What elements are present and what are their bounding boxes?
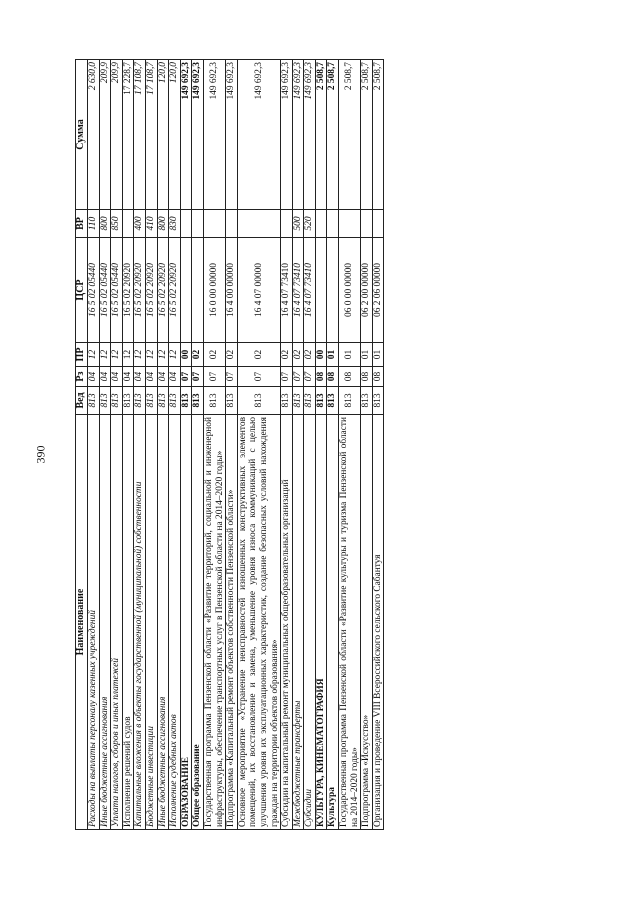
cell-sum: 2 508,7 xyxy=(339,60,361,210)
cell-sum: 120,0 xyxy=(157,60,169,210)
cell-rz: 07 xyxy=(304,367,316,387)
cell-name: Субсидии на капитальный ремонт муниципальных общеобразовательных организаций xyxy=(281,415,293,830)
cell-csr: 16 4 07 73410 xyxy=(281,238,293,343)
cell-vr: 410 xyxy=(145,210,157,238)
cell-ved: 813 xyxy=(88,387,100,415)
cell-sum: 149 692,3 xyxy=(281,60,293,210)
header-rz: Рз xyxy=(76,367,88,387)
cell-name: Подпрограмма «Капитальный ремонт объектов собственности Пензенской области» xyxy=(226,415,238,830)
cell-name: Исполнение судебных актов xyxy=(169,415,181,830)
cell-rz: 08 xyxy=(372,367,384,387)
cell-sum: 17 108,7 xyxy=(134,60,146,210)
cell-sum: 2 508,7 xyxy=(361,60,373,210)
cell-rz: 07 xyxy=(281,367,293,387)
cell-csr: 06 2 06 00000 xyxy=(372,238,384,343)
cell-vr xyxy=(372,210,384,238)
table-row xyxy=(180,60,192,830)
cell-pr: 02 xyxy=(192,343,204,367)
cell-name: Субсидии xyxy=(304,415,316,830)
cell-pr: 12 xyxy=(111,343,123,367)
cell-pr: 00 xyxy=(180,343,192,367)
cell-vr: 800 xyxy=(157,210,169,238)
cell-rz: 07 xyxy=(237,367,280,387)
cell-sum: 17 108,7 xyxy=(145,60,157,210)
table-row xyxy=(203,60,225,830)
cell-pr: 12 xyxy=(88,343,100,367)
cell-csr: 16 4 07 73410 xyxy=(304,238,316,343)
cell-csr: 16 4 07 00000 xyxy=(237,238,280,343)
cell-sum: 2 508,7 xyxy=(327,60,339,210)
header-csr: ЦСР xyxy=(76,238,88,343)
cell-rz: 08 xyxy=(315,367,327,387)
cell-csr: 16 5 02 05440 xyxy=(111,238,123,343)
cell-rz: 07 xyxy=(292,367,304,387)
cell-csr: 16 4 07 73410 xyxy=(292,238,304,343)
cell-rz: 08 xyxy=(339,367,361,387)
cell-rz: 04 xyxy=(111,367,123,387)
cell-pr: 12 xyxy=(169,343,181,367)
cell-csr xyxy=(327,238,339,343)
header-name: Наименование xyxy=(76,415,88,830)
cell-pr: 02 xyxy=(237,343,280,367)
cell-vr xyxy=(203,210,225,238)
cell-pr: 12 xyxy=(99,343,111,367)
cell-pr: 01 xyxy=(327,343,339,367)
cell-vr: 500 xyxy=(292,210,304,238)
cell-ved: 813 xyxy=(281,387,293,415)
table-row xyxy=(169,60,181,830)
table-row xyxy=(134,60,146,830)
cell-vr: 850 xyxy=(111,210,123,238)
cell-vr: 830 xyxy=(169,210,181,238)
table-row xyxy=(157,60,169,830)
cell-ved: 813 xyxy=(99,387,111,415)
cell-name: Общее образование xyxy=(192,415,204,830)
cell-pr: 12 xyxy=(145,343,157,367)
cell-pr: 02 xyxy=(292,343,304,367)
page-number: 390 xyxy=(33,445,48,464)
cell-csr: 16 5 02 20920 xyxy=(122,238,134,343)
table-row xyxy=(99,60,111,830)
cell-pr: 02 xyxy=(203,343,225,367)
cell-name: ОБРАЗОВАНИЕ xyxy=(180,415,192,830)
cell-rz: 04 xyxy=(169,367,181,387)
cell-vr: 800 xyxy=(99,210,111,238)
cell-name: Государственная программа Пензенской области «Развитие культуры и туризма Пензенской области на 2014–2020 годы» xyxy=(339,415,361,830)
cell-sum: 149 692,3 xyxy=(203,60,225,210)
cell-name: Культура xyxy=(327,415,339,830)
table-row xyxy=(237,60,280,830)
cell-name: Организация и проведение VIII Всероссийского сельского Сабантуя xyxy=(372,415,384,830)
cell-vr xyxy=(361,210,373,238)
table-row xyxy=(315,60,327,830)
cell-csr: 16 0 00 00000 xyxy=(203,238,225,343)
cell-pr: 02 xyxy=(304,343,316,367)
cell-sum: 120,0 xyxy=(169,60,181,210)
cell-vr xyxy=(327,210,339,238)
cell-sum: 209,9 xyxy=(99,60,111,210)
cell-csr xyxy=(192,238,204,343)
cell-ved: 813 xyxy=(203,387,225,415)
cell-ved: 813 xyxy=(237,387,280,415)
cell-vr xyxy=(339,210,361,238)
cell-ved: 813 xyxy=(361,387,373,415)
cell-pr: 01 xyxy=(361,343,373,367)
cell-vr xyxy=(315,210,327,238)
cell-ved: 813 xyxy=(111,387,123,415)
budget-table-container xyxy=(75,60,555,830)
cell-vr xyxy=(192,210,204,238)
cell-pr: 12 xyxy=(134,343,146,367)
cell-pr: 00 xyxy=(315,343,327,367)
cell-ved: 813 xyxy=(180,387,192,415)
table-row xyxy=(281,60,293,830)
cell-ved: 813 xyxy=(292,387,304,415)
cell-pr: 02 xyxy=(281,343,293,367)
cell-vr xyxy=(122,210,134,238)
cell-ved: 813 xyxy=(372,387,384,415)
cell-sum: 2 508,7 xyxy=(315,60,327,210)
cell-rz: 07 xyxy=(192,367,204,387)
cell-ved: 813 xyxy=(226,387,238,415)
cell-sum: 17 228,7 xyxy=(122,60,134,210)
cell-pr: 02 xyxy=(226,343,238,367)
cell-ved: 813 xyxy=(339,387,361,415)
cell-name: Межбюджетные трансферты xyxy=(292,415,304,830)
cell-rz: 04 xyxy=(88,367,100,387)
cell-ved: 813 xyxy=(192,387,204,415)
cell-csr: 16 5 02 20920 xyxy=(157,238,169,343)
cell-sum: 149 692,3 xyxy=(180,60,192,210)
cell-csr: 16 5 02 20920 xyxy=(145,238,157,343)
cell-pr: 01 xyxy=(372,343,384,367)
cell-rz: 07 xyxy=(226,367,238,387)
table-row xyxy=(226,60,238,830)
cell-vr: 520 xyxy=(304,210,316,238)
cell-name: Государственная программа Пензенской области «Развитие территорий, социальной и инженерной инфраструктуры, обеспечение транспортных услуг в Пензенской области на 2014–2020 годы» xyxy=(203,415,225,830)
cell-sum: 2 508,7 xyxy=(372,60,384,210)
cell-vr: 400 xyxy=(134,210,146,238)
header-ved: Вед xyxy=(76,387,88,415)
cell-ved: 813 xyxy=(327,387,339,415)
cell-rz: 08 xyxy=(327,367,339,387)
cell-name: Иные бюджетные ассигнования xyxy=(99,415,111,830)
cell-csr xyxy=(315,238,327,343)
cell-csr: 16 5 02 20920 xyxy=(169,238,181,343)
cell-rz: 07 xyxy=(203,367,225,387)
header-sum: Сумма xyxy=(76,60,88,210)
cell-sum: 149 692,3 xyxy=(226,60,238,210)
cell-csr: 16 4 00 00000 xyxy=(226,238,238,343)
cell-name: Основное мероприятие «Устранение неисправностей изношенных конструктивных элементов помещений, их восстановление и замена, уменьшение уровня износа коммуникаций с целью улучшения уровня их эксплуатационных характеристик, создание безопасных условий нахождения граждан на территории объектов образования» xyxy=(237,415,280,830)
cell-csr: 16 5 02 20920 xyxy=(134,238,146,343)
cell-ved: 813 xyxy=(304,387,316,415)
table-row xyxy=(339,60,361,830)
cell-sum: 149 692,3 xyxy=(192,60,204,210)
table-row xyxy=(304,60,316,830)
cell-vr xyxy=(226,210,238,238)
cell-rz: 04 xyxy=(122,367,134,387)
cell-pr: 01 xyxy=(339,343,361,367)
cell-ved: 813 xyxy=(157,387,169,415)
cell-sum: 149 692,3 xyxy=(304,60,316,210)
cell-name: Расходы на выплаты персоналу казенных учреждений xyxy=(88,415,100,830)
cell-ved: 813 xyxy=(169,387,181,415)
cell-vr: 110 xyxy=(88,210,100,238)
cell-name: Подпрограмма «Искусство» xyxy=(361,415,373,830)
cell-vr xyxy=(180,210,192,238)
table-row xyxy=(327,60,339,830)
cell-csr: 06 0 00 00000 xyxy=(339,238,361,343)
cell-rz: 04 xyxy=(134,367,146,387)
cell-sum: 149 692,3 xyxy=(237,60,280,210)
cell-vr xyxy=(281,210,293,238)
cell-csr xyxy=(180,238,192,343)
cell-rz: 04 xyxy=(145,367,157,387)
table-row xyxy=(292,60,304,830)
cell-name: Уплата налогов, сборов и иных платежей xyxy=(111,415,123,830)
cell-rz: 04 xyxy=(157,367,169,387)
table-row xyxy=(145,60,157,830)
cell-ved: 813 xyxy=(134,387,146,415)
cell-name: Капитальные вложения в объекты государственной (муниципальной) собственности xyxy=(134,415,146,830)
cell-name: Иные бюджетные ассигнования xyxy=(157,415,169,830)
table-row xyxy=(111,60,123,830)
cell-rz: 07 xyxy=(180,367,192,387)
cell-csr: 06 2 00 00000 xyxy=(361,238,373,343)
table-row xyxy=(361,60,373,830)
header-vr: ВР xyxy=(76,210,88,238)
header-pr: ПР xyxy=(76,343,88,367)
cell-vr xyxy=(237,210,280,238)
cell-pr: 12 xyxy=(122,343,134,367)
cell-sum: 149 692,3 xyxy=(292,60,304,210)
table-row xyxy=(122,60,134,830)
budget-table xyxy=(75,59,384,830)
cell-name: Исполнение решений судов xyxy=(122,415,134,830)
cell-rz: 04 xyxy=(99,367,111,387)
cell-ved: 813 xyxy=(145,387,157,415)
cell-csr: 16 5 02 05440 xyxy=(88,238,100,343)
cell-ved: 813 xyxy=(122,387,134,415)
cell-sum: 2 630,0 xyxy=(88,60,100,210)
cell-name: КУЛЬТУРА, КИНЕМАТОГРАФИЯ xyxy=(315,415,327,830)
table-row xyxy=(192,60,204,830)
table-body xyxy=(88,60,384,830)
cell-sum: 209,9 xyxy=(111,60,123,210)
cell-name: Бюджетные инвестиции xyxy=(145,415,157,830)
cell-csr: 16 5 02 05440 xyxy=(99,238,111,343)
table-row xyxy=(88,60,100,830)
cell-rz: 08 xyxy=(361,367,373,387)
table-row xyxy=(372,60,384,830)
table-header-row xyxy=(76,60,88,830)
cell-pr: 12 xyxy=(157,343,169,367)
cell-ved: 813 xyxy=(315,387,327,415)
